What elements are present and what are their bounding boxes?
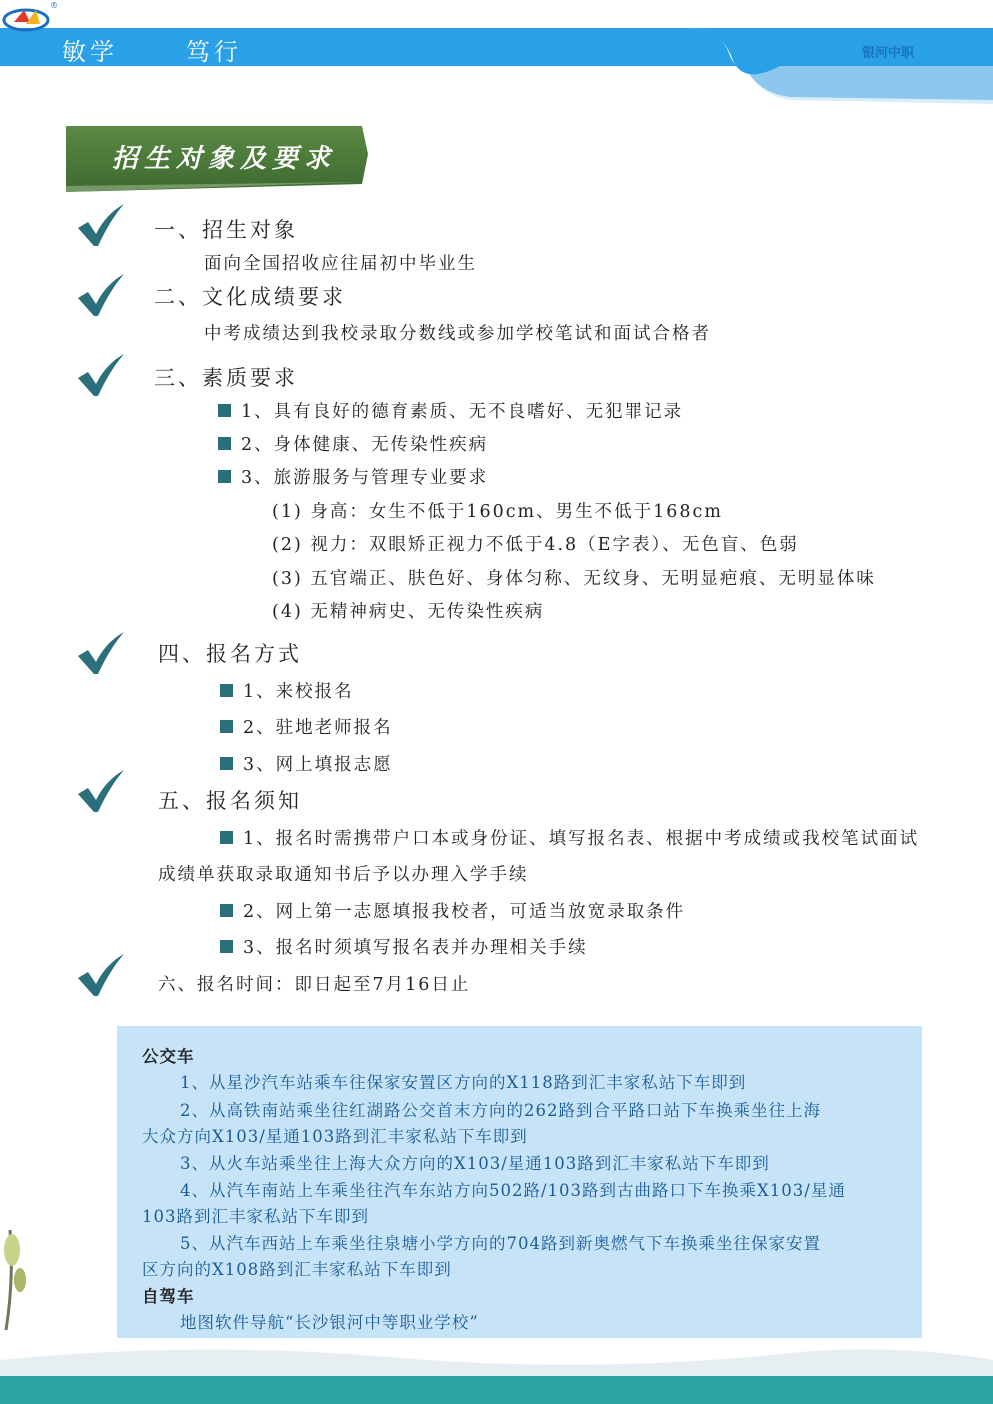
section-4-title: 四、报名方式	[158, 642, 302, 666]
bus-heading: 公交车	[142, 1047, 195, 1066]
car-route-line: 地图软件导航“长沙银河中等职业学校”	[180, 1313, 479, 1332]
route-line: 1、从星沙汽车站乘车往保家安置区方向的X118路到汇丰家私站下车即到	[180, 1073, 747, 1092]
sub-item: (2) 视力：双眼矫正视力不低于4.8（E字表）、无色盲、色弱	[272, 535, 799, 555]
list-item: 1、报名时需携带户口本或身份证、填写报名表、根据中考成绩或我校笔试面试	[220, 825, 919, 850]
route-line: 103路到汇丰家私站下车即到	[142, 1207, 369, 1226]
sub-item: (4) 无精神病史、无传染性疾病	[272, 602, 545, 622]
section-6-title: 六、报名时间：即日起至7月16日止	[158, 975, 471, 995]
route-line: 区方向的X108路到汇丰家私站下车即到	[142, 1260, 452, 1279]
bottom-decoration	[0, 1340, 993, 1404]
banner-title: 招生对象及要求	[112, 144, 337, 174]
list-item: 3、报名时须填写报名表并办理相关手续	[220, 934, 588, 959]
list-item: 1、来校报名	[220, 678, 354, 703]
check-icon	[76, 352, 126, 398]
bullet-square-icon	[218, 470, 231, 483]
check-icon	[76, 952, 126, 998]
section-1-title: 一、招生对象	[154, 218, 298, 242]
list-item: 2、驻地老师报名	[220, 714, 393, 739]
school-logo-icon	[0, 0, 60, 36]
section-2-title: 二、文化成绩要求	[154, 285, 346, 309]
list-item: 2、网上第一志愿填报我校者，可适当放宽录取条件	[220, 898, 685, 923]
bullet-square-icon	[218, 404, 231, 417]
slogan-right: 笃行	[186, 38, 242, 66]
bullet-square-icon	[220, 757, 233, 770]
bullet-square-icon	[220, 720, 233, 733]
bullet-square-icon	[220, 940, 233, 953]
car-heading: 自驾车	[142, 1287, 195, 1306]
section-1-text: 面向全国招收应往届初中毕业生	[204, 254, 477, 274]
list-item: 1、具有良好的德育素质、无不良嗜好、无犯罪记录	[218, 398, 683, 423]
check-icon	[76, 202, 126, 248]
slogan-left: 敏学	[62, 38, 118, 66]
bullet-square-icon	[218, 437, 231, 450]
flower-decoration-icon	[0, 1190, 40, 1330]
page-header	[0, 0, 993, 110]
route-line: 4、从汽车南站上车乘坐往汽车东站方向502路/103路到古曲路口下车换乘X103/星通	[180, 1181, 846, 1200]
section-2-text: 中考成绩达到我校录取分数线或参加学校笔试和面试合格者	[204, 324, 711, 344]
bullet-square-icon	[220, 831, 233, 844]
bullet-square-icon	[220, 684, 233, 697]
route-line: 大众方向X103/星通103路到汇丰家私站下车即到	[142, 1127, 528, 1146]
section-5-title: 五、报名须知	[158, 789, 302, 813]
check-icon	[76, 630, 126, 676]
svg-text:®: ®	[50, 1, 58, 10]
sub-item: (3) 五官端正、肤色好、身体匀称、无纹身、无明显疤痕、无明显体味	[272, 569, 876, 589]
list-item-continuation: 成绩单获取录取通知书后予以办理入学手续	[158, 865, 529, 885]
route-line: 3、从火车站乘坐往上海大众方向的X103/星通103路到汇丰家私站下车即到	[180, 1154, 770, 1173]
check-icon	[76, 272, 126, 318]
header-band	[0, 0, 993, 110]
list-item: 3、网上填报志愿	[220, 751, 393, 776]
list-item: 3、旅游服务与管理专业要求	[218, 464, 488, 489]
check-icon	[76, 768, 126, 814]
sub-item: (1) 身高：女生不低于160cm、男生不低于168cm	[272, 502, 723, 522]
route-line: 5、从汽车西站上车乘坐往泉塘小学方向的704路到新奥燃气下车换乘坐往保家安置	[180, 1234, 821, 1253]
route-line: 2、从高铁南站乘坐往红湖路公交首末方向的262路到合平路口站下车换乘坐往上海	[180, 1101, 821, 1120]
bullet-square-icon	[220, 904, 233, 917]
section-3-title: 三、素质要求	[154, 366, 298, 390]
school-logo-text: 银河中职	[862, 46, 915, 61]
list-item: 2、身体健康、无传染性疾病	[218, 431, 488, 456]
